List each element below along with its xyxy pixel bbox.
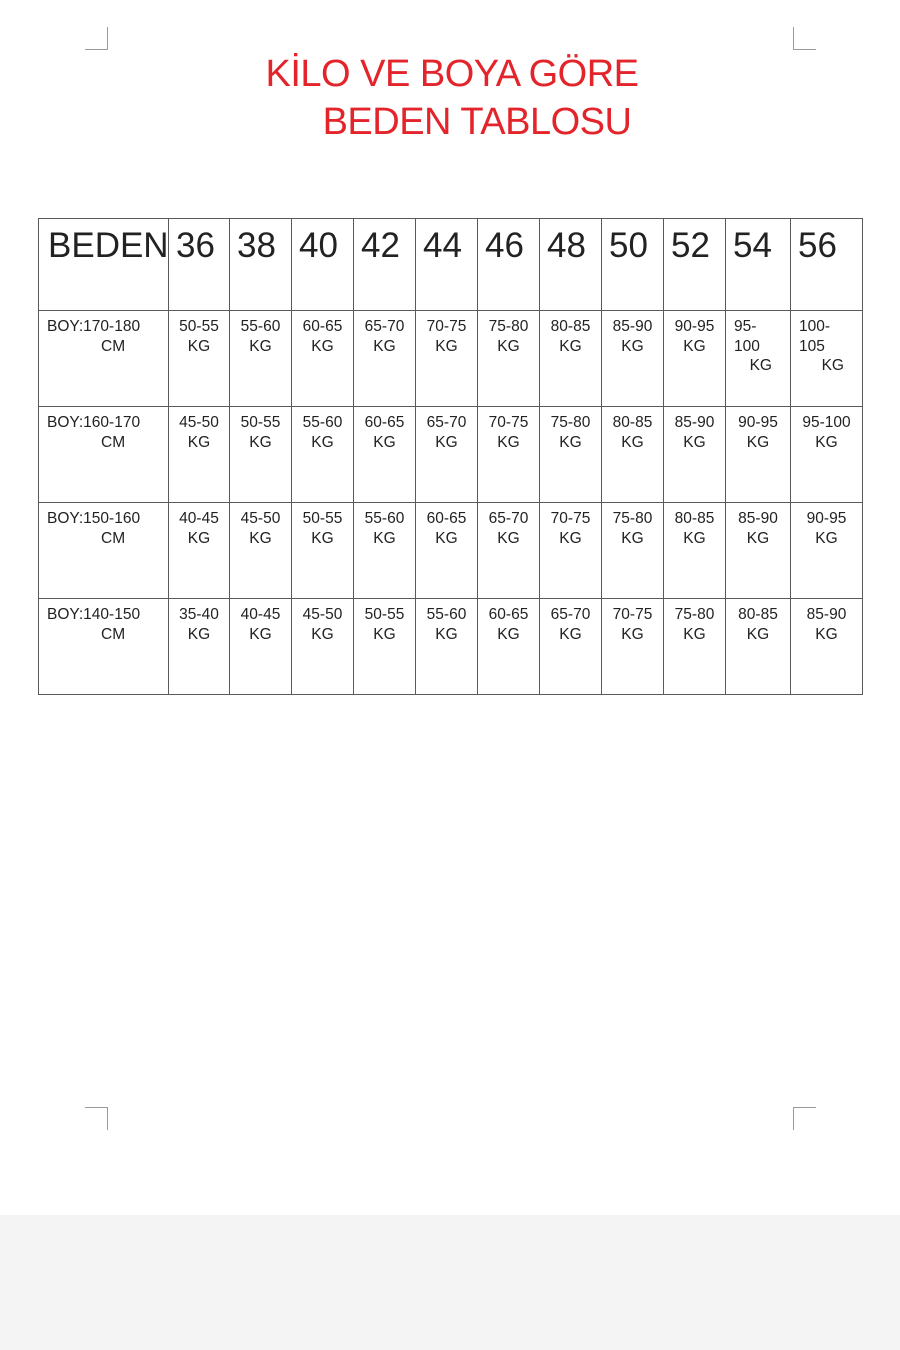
weight-cell	[292, 599, 354, 695]
weight-cell	[292, 311, 354, 407]
weight-cell-line: KG	[187, 625, 211, 643]
weight-cell-line: 100	[734, 337, 760, 355]
weight-cell-line: KG	[683, 337, 706, 355]
weight-cell-line: 105	[799, 337, 825, 355]
height-unit: CM	[101, 529, 126, 547]
weight-cell-line: 40-45	[179, 510, 219, 527]
header-beden-label: BEDEN	[39, 219, 169, 311]
weight-cell-line: 65-70	[550, 606, 591, 623]
weight-cell-line: 55-60	[302, 414, 343, 431]
weight-cell-line: KG	[621, 433, 644, 451]
weight-cell-line: KG	[746, 625, 770, 643]
weight-cell	[664, 503, 726, 599]
weight-cell-line: 70-75	[550, 510, 591, 527]
weight-cell	[416, 407, 478, 503]
weight-cell-line: KG	[815, 529, 838, 547]
header-size-36: 36	[169, 219, 230, 311]
weight-cell	[354, 311, 416, 407]
weight-cell	[791, 407, 863, 503]
weight-cell-line: 40-45	[240, 606, 281, 623]
weight-cell-line: 35-40	[179, 606, 219, 623]
table-row	[39, 407, 863, 503]
weight-cell	[478, 503, 540, 599]
weight-cell	[292, 407, 354, 503]
header-size-42: 42	[354, 219, 416, 311]
table-row	[39, 599, 863, 695]
weight-cell-line: 60-65	[302, 318, 343, 335]
weight-cell	[540, 503, 602, 599]
weight-cell-line: KG	[746, 529, 770, 547]
table-row	[39, 503, 863, 599]
weight-cell-line: KG	[497, 625, 520, 643]
weight-cell	[791, 599, 863, 695]
weight-cell	[540, 599, 602, 695]
weight-cell-line: 90-95	[674, 318, 715, 335]
weight-cell-line: KG	[435, 625, 458, 643]
row-height-label	[39, 599, 169, 695]
weight-cell-line: 50-55	[364, 606, 405, 623]
crop-mark-bottom-left	[85, 1107, 108, 1130]
weight-cell-line: 80-85	[550, 318, 591, 335]
weight-cell	[230, 599, 292, 695]
weight-cell-line: 85-90	[806, 606, 847, 623]
weight-cell-line: 65-70	[488, 510, 529, 527]
weight-cell-line: 75-80	[674, 606, 715, 623]
weight-cell-line: 60-65	[364, 414, 405, 431]
weight-cell-line: 90-95	[738, 414, 778, 431]
weight-cell	[169, 599, 230, 695]
footer-band	[0, 1215, 900, 1350]
weight-cell-line: KG	[497, 337, 520, 355]
weight-cell	[726, 311, 791, 407]
weight-cell-line: KG	[187, 433, 211, 451]
crop-mark-bottom-right	[793, 1107, 816, 1130]
height-range: BOY:160-170	[47, 414, 141, 431]
weight-cell-line: KG	[497, 529, 520, 547]
header-row	[39, 219, 863, 311]
weight-cell	[602, 407, 664, 503]
weight-cell	[791, 311, 863, 407]
title-line-2: BEDEN TABLOSU	[322, 101, 632, 143]
weight-cell-line: 75-80	[550, 414, 591, 431]
weight-cell	[169, 503, 230, 599]
weight-cell-line: KG	[683, 529, 706, 547]
weight-cell	[540, 407, 602, 503]
weight-cell	[169, 311, 230, 407]
weight-cell	[416, 311, 478, 407]
weight-cell	[664, 599, 726, 695]
weight-cell-line: 45-50	[179, 414, 219, 431]
weight-cell-line: KG	[373, 529, 396, 547]
weight-cell-line: KG	[311, 529, 334, 547]
weight-cell	[602, 599, 664, 695]
weight-cell-line: KG	[249, 433, 272, 451]
weight-cell	[726, 599, 791, 695]
weight-cell-line: KG	[746, 433, 770, 451]
weight-cell-line: 85-90	[612, 318, 653, 335]
weight-cell	[354, 407, 416, 503]
table-row	[39, 311, 863, 407]
weight-cell-line: KG	[683, 625, 706, 643]
weight-cell-line: 45-50	[302, 606, 343, 623]
weight-cell-line: KG	[311, 625, 334, 643]
weight-cell-line: 100-	[799, 318, 831, 335]
weight-cell	[354, 503, 416, 599]
weight-cell-line: 55-60	[240, 318, 281, 335]
weight-cell-line: KG	[435, 433, 458, 451]
weight-cell	[230, 407, 292, 503]
weight-cell	[169, 407, 230, 503]
weight-cell-line: KG	[749, 357, 772, 374]
height-unit: CM	[101, 337, 126, 355]
row-height-label	[39, 503, 169, 599]
weight-cell	[478, 311, 540, 407]
weight-cell-line: 80-85	[674, 510, 715, 527]
weight-cell	[478, 599, 540, 695]
weight-cell-line: KG	[249, 529, 272, 547]
weight-cell-line: 50-55	[302, 510, 343, 527]
weight-cell-line: KG	[821, 357, 844, 374]
weight-cell-line: 70-75	[488, 414, 529, 431]
weight-cell-line: 95-	[734, 318, 757, 335]
height-range: BOY:140-150	[47, 606, 141, 623]
weight-cell	[478, 407, 540, 503]
header-size-40: 40	[292, 219, 354, 311]
weight-cell-line: 55-60	[364, 510, 405, 527]
weight-cell-line: 85-90	[674, 414, 715, 431]
weight-cell	[416, 599, 478, 695]
weight-cell-line: 90-95	[806, 510, 847, 527]
weight-cell	[726, 503, 791, 599]
weight-cell-line: KG	[373, 625, 396, 643]
weight-cell-line: KG	[187, 337, 211, 355]
weight-cell-line: 50-55	[179, 318, 219, 335]
height-range: BOY:170-180	[47, 318, 141, 335]
weight-cell-line: 70-75	[426, 318, 467, 335]
weight-cell-line: KG	[559, 433, 582, 451]
header-size-38: 38	[230, 219, 292, 311]
weight-cell-line: 95-100	[802, 414, 851, 431]
crop-mark-top-right	[793, 27, 816, 50]
weight-cell-line: KG	[815, 625, 838, 643]
weight-cell-line: 75-80	[612, 510, 653, 527]
weight-cell-line: KG	[559, 337, 582, 355]
header-size-52: 52	[664, 219, 726, 311]
weight-cell-line: 60-65	[488, 606, 529, 623]
weight-cell-line: 85-90	[738, 510, 778, 527]
weight-cell	[540, 311, 602, 407]
weight-cell-line: KG	[559, 625, 582, 643]
header-size-56: 56	[791, 219, 863, 311]
row-height-label	[39, 311, 169, 407]
height-unit: CM	[101, 433, 126, 451]
crop-mark-top-left	[85, 27, 108, 50]
size-chart-table	[38, 218, 863, 695]
header-size-54: 54	[726, 219, 791, 311]
weight-cell-line: 80-85	[738, 606, 778, 623]
weight-cell	[602, 311, 664, 407]
weight-cell	[664, 311, 726, 407]
weight-cell-line: KG	[435, 529, 458, 547]
weight-cell-line: 70-75	[612, 606, 653, 623]
weight-cell-line: KG	[249, 625, 272, 643]
header-size-46: 46	[478, 219, 540, 311]
weight-cell-line: 60-65	[426, 510, 467, 527]
weight-cell	[292, 503, 354, 599]
page-title	[250, 50, 700, 146]
weight-cell-line: KG	[621, 337, 644, 355]
weight-cell-line: KG	[559, 529, 582, 547]
weight-cell	[602, 503, 664, 599]
height-range: BOY:150-160	[47, 510, 141, 527]
weight-cell-line: KG	[249, 337, 272, 355]
weight-cell-line: KG	[815, 433, 838, 451]
weight-cell	[664, 407, 726, 503]
weight-cell	[416, 503, 478, 599]
weight-cell-line: KG	[621, 625, 644, 643]
weight-cell-line: 75-80	[488, 318, 529, 335]
weight-cell-line: 50-55	[240, 414, 281, 431]
title-line-1: KİLO VE BOYA GÖRE	[265, 53, 639, 95]
weight-cell-line: KG	[435, 337, 458, 355]
weight-cell-line: KG	[187, 529, 211, 547]
header-size-50: 50	[602, 219, 664, 311]
weight-cell-line: 65-70	[364, 318, 405, 335]
row-height-label	[39, 407, 169, 503]
weight-cell-line: KG	[311, 337, 334, 355]
weight-cell	[230, 503, 292, 599]
weight-cell-line: KG	[621, 529, 644, 547]
weight-cell	[791, 503, 863, 599]
weight-cell-line: 45-50	[240, 510, 281, 527]
weight-cell-line: KG	[497, 433, 520, 451]
weight-cell	[230, 311, 292, 407]
weight-cell-line: 80-85	[612, 414, 653, 431]
weight-cell-line: KG	[311, 433, 334, 451]
weight-cell-line: 55-60	[426, 606, 467, 623]
weight-cell-line: 65-70	[426, 414, 467, 431]
weight-cell-line: KG	[373, 433, 396, 451]
weight-cell-line: KG	[683, 433, 706, 451]
header-size-48: 48	[540, 219, 602, 311]
weight-cell	[726, 407, 791, 503]
weight-cell	[354, 599, 416, 695]
header-size-44: 44	[416, 219, 478, 311]
weight-cell-line: KG	[373, 337, 396, 355]
height-unit: CM	[101, 625, 126, 643]
